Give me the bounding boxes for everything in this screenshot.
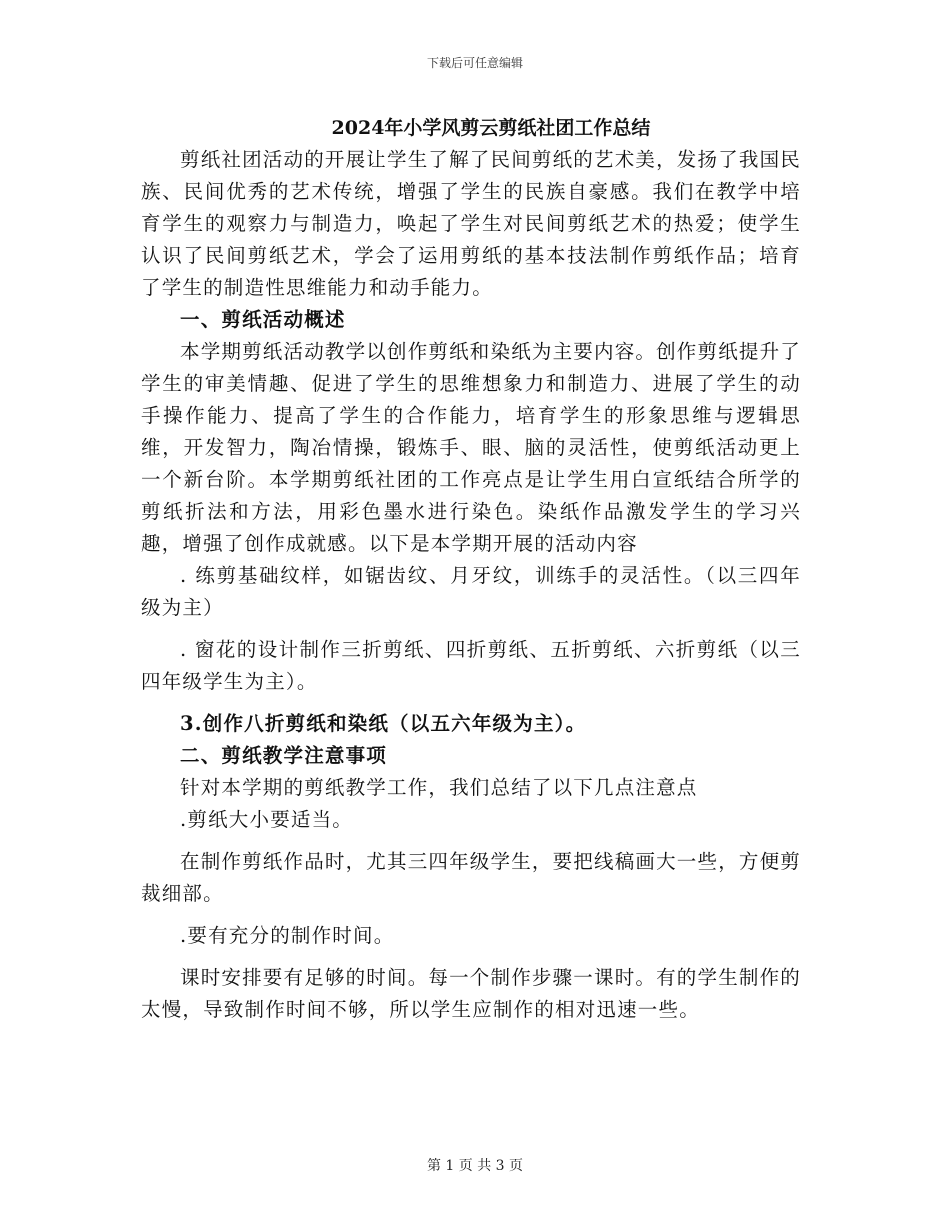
point-2-paragraph: 课时安排要有足够的时间。每一个制作步骤一课时。有的学生制作的太慢，导致制作时间不够，所以学生应制作的相对迅速一些。 [141, 966, 802, 1021]
document-title: 2024年小学风剪云剪纸社团工作总结 [331, 117, 651, 139]
page-header: 下载后可任意编辑 [426, 56, 523, 70]
activity-item-3: 3.创作八折剪纸和染纸（以五六年级为主）。 [180, 712, 587, 735]
section-2-intro: 针对本学期的剪纸教学工作，我们总结了以下几点注意点 [180, 776, 698, 799]
intro-paragraph: 剪纸社团活动的开展让学生了解了民间剪纸的艺术美，发扬了我国民族、民间优秀的艺术传统，增强了学生的民族自豪感。我们在教学中培育学生的观察力与制造力，唤起了学生对民间剪纸艺术的热爱；使学生认识了民间剪纸艺术，学会了运用剪纸的基本技法制作剪纸作品；培育了学生的制造性思维能力和动手能力。 [141, 148, 802, 299]
section-2-heading: 二、剪纸教学注意事项 [180, 744, 388, 767]
section-1-heading: 一、剪纸活动概述 [180, 308, 346, 331]
activity-item-2: . 窗花的设计制作三折剪纸、四折剪纸、五折剪纸、六折剪纸（以三四年级学生为主）。 [141, 638, 801, 693]
section-1-paragraph: 本学期剪纸活动教学以创作剪纸和染纸为主要内容。创作剪纸提升了学生的审美情趣、促进了学生的思维想象力和制造力、进展了学生的动手操作能力、提高了学生的合作能力，培育学生的形象思维与逻辑思维，开发智力，陶冶情操，锻炼手、眼、脑的灵活性，使剪纸活动更上一个新台阶。本学期剪纸社团的工作亮点是让学生用白宣纸结合所学的剪纸折法和方法，用彩色墨水进行染色。染纸作品激发学生的学习兴趣，增强了创作成就感。以下是本学期开展的活动内容 [141, 340, 802, 555]
activity-item-1: . 练剪基础纹样，如锯齿纹、月牙纹，训练手的灵活性。（以三四年级为主） [141, 564, 801, 619]
document-body [141, 112, 801, 1026]
point-2-heading: .要有充分的制作时间。 [180, 924, 395, 947]
point-1-heading: .剪纸大小要适当。 [180, 808, 353, 831]
page-footer: 第 1 页 共 3 页 [426, 1158, 524, 1174]
point-1-paragraph: 在制作剪纸作品时，尤其三四年级学生，要把线稿画大一些，方便剪裁细部。 [141, 850, 802, 905]
